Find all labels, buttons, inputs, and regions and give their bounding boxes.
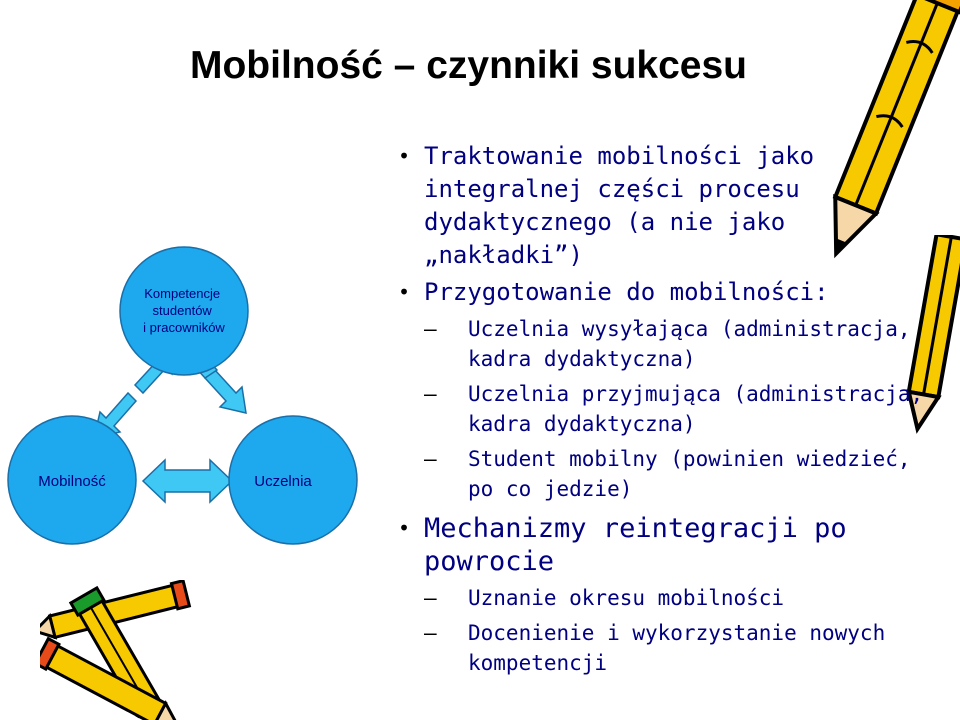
top-circle <box>120 247 248 375</box>
bullet-dot: • <box>398 516 410 540</box>
top-circle-line-3: i pracowników <box>143 320 225 335</box>
bullet-dot: • <box>398 144 410 168</box>
sub-bullet-2-2 <box>384 379 944 439</box>
bullet-item-2 <box>384 276 944 309</box>
bullet-list <box>384 136 944 678</box>
bullet-text-1: Traktowanie mobilności jako integralnej części procesu dydaktycznego (a nie jako „nakładki”) <box>424 142 815 269</box>
bullet-dot: • <box>398 280 410 304</box>
top-circle-line-2: studentów <box>152 303 212 318</box>
sub-bullet-2-3 <box>384 444 944 504</box>
sub-bullet-dash: – <box>424 621 437 645</box>
sub-bullet-text: Uczelnia wysyłająca (administracja, kadra dydaktyczna) <box>468 317 911 371</box>
sub-bullet-text: Docenienie i wykorzystanie nowych kompetencji <box>468 621 886 675</box>
sub-bullet-text: Student mobilny (powinien wiedzieć, po co jedzie) <box>468 447 911 501</box>
bullet-text-3: Mechanizmy reintegracji po powrocie <box>424 513 847 577</box>
right-circle-label: Uczelnia <box>254 473 312 490</box>
left-circle <box>8 416 136 544</box>
sub-bullet-text: Uznanie okresu mobilności <box>468 586 785 610</box>
sub-bullet-2-1 <box>384 314 944 374</box>
page-title: Mobilność – czynniki sukcesu <box>190 44 748 87</box>
bullet-item-3 <box>384 512 944 578</box>
sub-bullet-dash: – <box>424 382 437 406</box>
right-circle <box>229 416 357 544</box>
top-circle-line-1: Kompetencje <box>144 286 221 301</box>
sub-bullet-dash: – <box>424 447 437 471</box>
left-circle-label: Mobilność <box>38 473 106 490</box>
bullet-item-1 <box>384 140 944 272</box>
sub-bullet-3-2 <box>384 618 944 678</box>
svg-text:Kompetencje studentów <box>143 286 225 335</box>
sub-bullet-dash: – <box>424 586 437 610</box>
arrow-bottom <box>143 460 232 502</box>
sub-bullet-dash: – <box>424 317 437 341</box>
cycle-diagram <box>0 0 380 560</box>
sub-bullet-3-1 <box>384 583 944 613</box>
bullet-text-2: Przygotowanie do mobilności: <box>424 278 829 306</box>
sub-bullet-text: Uczelnia przyjmująca (administracja, kadra dydaktyczna) <box>468 382 924 436</box>
pencils-bottom-left-icon <box>40 580 200 720</box>
